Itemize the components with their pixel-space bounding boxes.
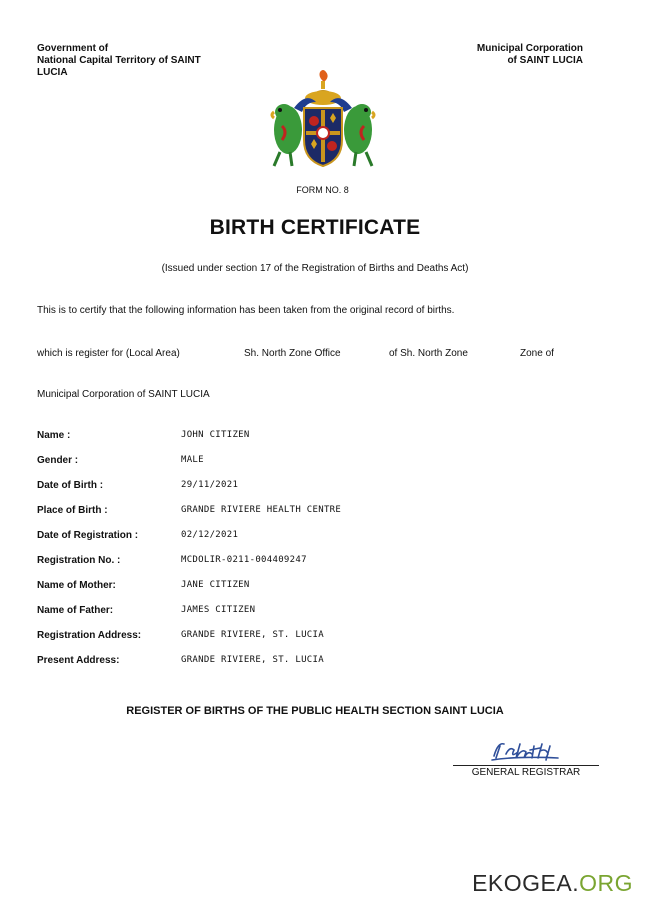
issuer-right xyxy=(383,43,583,67)
watermark xyxy=(472,870,633,897)
signature-label: GENERAL REGISTRAR xyxy=(471,767,581,778)
local-area-label: which is register for (Local Area) xyxy=(37,348,180,359)
watermark-text: EKOGEA. xyxy=(472,870,580,896)
field-value: MCDOLIR-0211-004409247 xyxy=(181,555,307,565)
issuer-right-line2: of SAINT LUCIA xyxy=(507,55,583,66)
local-area-zone: of Sh. North Zone xyxy=(389,348,468,359)
local-area-zone-of: Zone of xyxy=(520,348,554,359)
field-label: Name : xyxy=(37,430,71,441)
field-value: 02/12/2021 xyxy=(181,530,239,540)
registrar-signature xyxy=(488,738,568,762)
field-value: 29/11/2021 xyxy=(181,480,239,490)
field-label: Name of Father: xyxy=(37,605,114,616)
form-number: FORM NO. 8 xyxy=(296,185,349,195)
document-subtitle: (Issued under section 17 of the Registration of Births and Deaths Act) xyxy=(161,263,469,274)
document-title: BIRTH CERTIFICATE xyxy=(209,216,421,239)
issuer-left xyxy=(37,43,237,79)
field-value: JAMES CITIZEN xyxy=(181,605,256,615)
field-label: Gender : xyxy=(37,455,79,466)
field-value: JOHN CITIZEN xyxy=(181,430,250,440)
field-value: GRANDE RIVIERE, ST. LUCIA xyxy=(181,655,324,665)
field-label: Name of Mother: xyxy=(37,580,116,591)
watermark-accent-text: ORG xyxy=(579,870,633,896)
field-label: Registration No. : xyxy=(37,555,121,566)
field-label: Place of Birth : xyxy=(37,505,108,516)
field-value: GRANDE RIVIERE HEALTH CENTRE xyxy=(181,505,342,515)
issuer-left-line3: LUCIA xyxy=(37,67,68,78)
issuer-left-line2: National Capital Territory of SAINT xyxy=(37,55,201,66)
certification-statement: This is to certify that the following information has been taken from the original record of births. xyxy=(37,305,455,316)
field-value: GRANDE RIVIERE, ST. LUCIA xyxy=(181,630,324,640)
issuer-left-line1: Government of xyxy=(37,43,109,54)
local-area-office: Sh. North Zone Office xyxy=(244,348,341,359)
issuer-right-line1: Municipal Corporation xyxy=(476,43,583,54)
municipal-corporation-line: Municipal Corporation of SAINT LUCIA xyxy=(37,389,210,400)
field-label: Present Address: xyxy=(37,655,120,666)
field-value: JANE CITIZEN xyxy=(181,580,250,590)
field-value: MALE xyxy=(181,455,204,465)
signature-line xyxy=(453,765,599,766)
field-label: Date of Registration : xyxy=(37,530,139,541)
register-heading: REGISTER OF BIRTHS OF THE PUBLIC HEALTH SECTION SAINT LUCIA xyxy=(126,705,504,717)
field-label: Registration Address: xyxy=(37,630,142,641)
coat-of-arms-icon xyxy=(264,68,382,170)
field-label: Date of Birth : xyxy=(37,480,104,491)
